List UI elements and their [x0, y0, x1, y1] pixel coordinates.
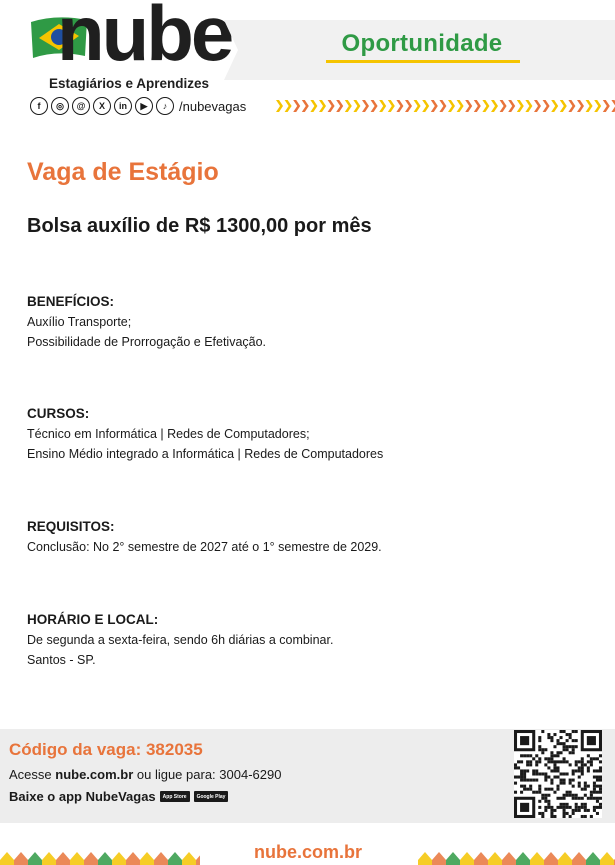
- section-line: Conclusão: No 2° semestre de 2027 até o 1° semestre de 2029.: [27, 540, 382, 554]
- job-stipend: Bolsa auxílio de R$ 1300,00 por mês: [27, 215, 372, 237]
- section-requisitos: [27, 519, 382, 557]
- logo-wordmark: nube: [57, 0, 232, 77]
- contact-line: [9, 767, 281, 782]
- section-line: Possibilidade de Prorrogação e Efetivação.: [27, 335, 267, 349]
- instagram-icon[interactable]: ◎: [51, 97, 69, 115]
- contact-phone: ou ligue para: 3004-6290: [133, 767, 282, 782]
- section-horario: [27, 612, 333, 670]
- social-links: [30, 97, 246, 115]
- section-line: Auxílio Transporte;: [27, 315, 132, 329]
- pattern-strip-right: [418, 840, 615, 865]
- header: [0, 0, 615, 122]
- section-title: HORÁRIO E LOCAL:: [27, 612, 159, 627]
- footer-site-link[interactable]: nube.com.br: [253, 842, 362, 862]
- threads-icon[interactable]: @: [72, 97, 90, 115]
- section-line: Santos - SP.: [27, 653, 96, 667]
- pattern-strip-left: [0, 840, 200, 865]
- chevron-pattern: [276, 96, 615, 116]
- nube-logo[interactable]: [27, 0, 232, 94]
- logo-subtitle: Estagiários e Aprendizes: [49, 76, 210, 91]
- section-cursos: [27, 406, 383, 464]
- section-title: REQUISITOS:: [27, 519, 115, 534]
- tiktok-icon[interactable]: ♪: [156, 97, 174, 115]
- tag-underline: [326, 60, 520, 63]
- section-line: De segunda a sexta-feira, sendo 6h diárias a combinar.: [27, 633, 334, 647]
- section-title: CURSOS:: [27, 406, 90, 421]
- x-icon[interactable]: X: [93, 97, 111, 115]
- contact-site-link[interactable]: nube.com.br: [55, 767, 134, 782]
- job-title: Vaga de Estágio: [27, 158, 219, 186]
- app-line: [9, 789, 228, 804]
- section-title: BENEFÍCIOS:: [27, 294, 115, 309]
- facebook-icon[interactable]: f: [30, 97, 48, 115]
- social-handle[interactable]: /nubevagas: [179, 98, 247, 114]
- app-store-badge[interactable]: App Store: [160, 791, 190, 802]
- section-line: Técnico em Informática | Redes de Computadores;: [27, 427, 310, 441]
- linkedin-icon[interactable]: in: [114, 97, 132, 115]
- section-beneficios: [27, 294, 266, 352]
- opportunity-tag: Oportunidade: [341, 30, 503, 57]
- contact-prefix: Acesse: [9, 767, 56, 782]
- youtube-icon[interactable]: ▶: [135, 97, 153, 115]
- section-line: Ensino Médio integrado a Informática | Redes de Computadores: [27, 447, 384, 461]
- job-code: Código da vaga: 382035: [9, 740, 203, 759]
- qr-code-icon[interactable]: [514, 730, 602, 818]
- google-play-badge[interactable]: Google Play: [194, 791, 229, 802]
- app-label: Baixe o app NubeVagas: [9, 789, 156, 804]
